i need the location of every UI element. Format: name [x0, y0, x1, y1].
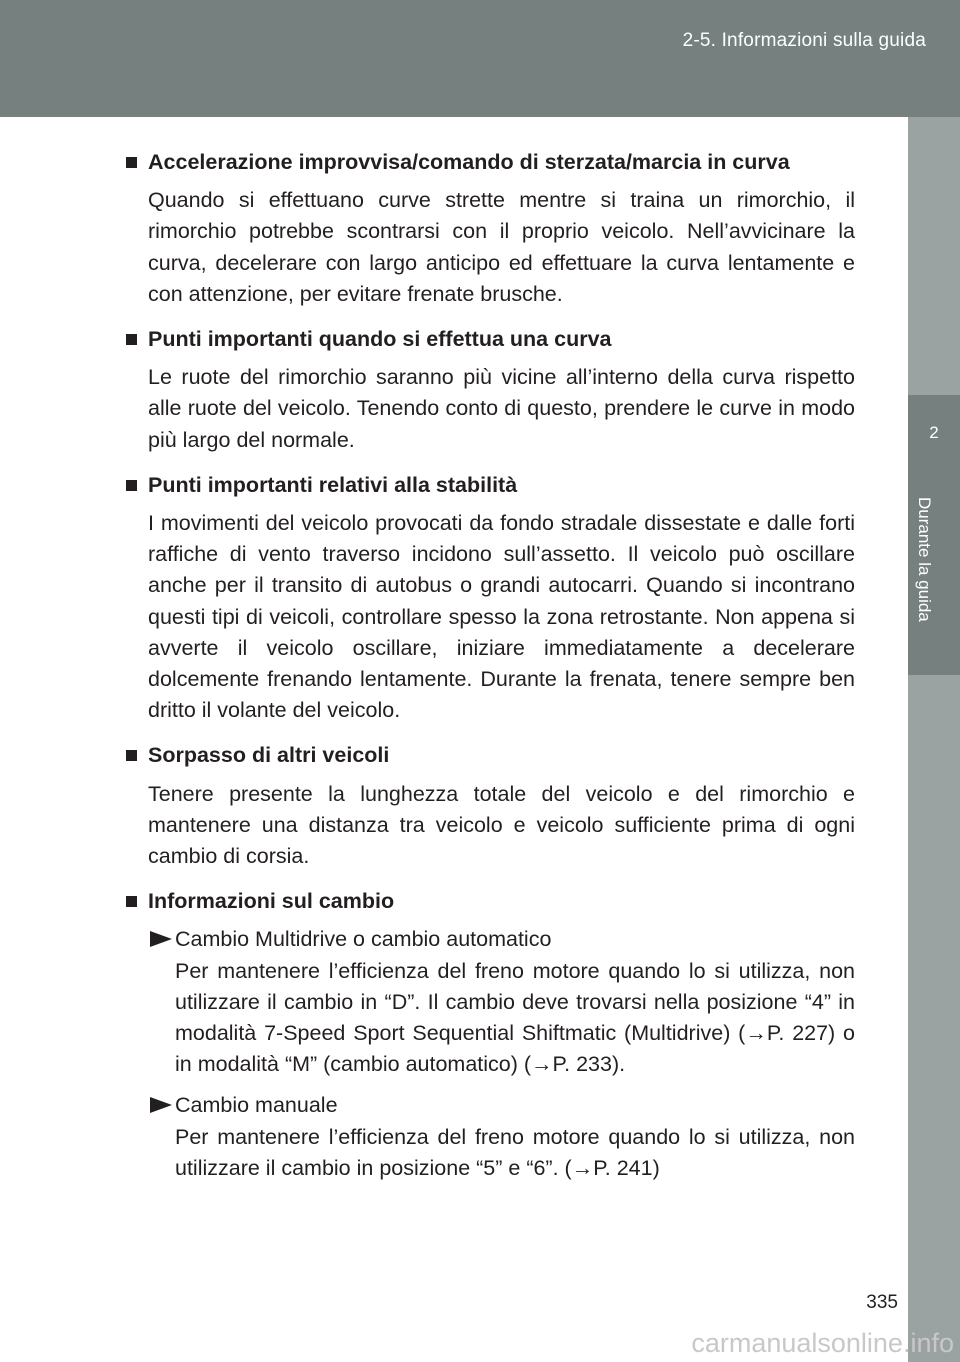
watermark: carmanualsonline.info	[691, 1328, 954, 1358]
section-body: I movimenti del veicolo provocati da fondo stradale dissestate e dalle forti raffiche di vento traverso incidono sull’assetto. Il veicolo può oscillare anche per il transito di autobus o grandi autocarri. Quando si incontrano questi tipi di veicoli, controllare spesso la zona retrostante. Non appena si avverte il veicolo oscillare, iniziare immediatamente a decelerare dolcemente frenando lentamente. Durante la frenata, tenere sempre ben dritto il volante del veicolo.	[148, 511, 855, 723]
section-body: Tenere presente la lunghezza totale del veicolo e del rimorchio e mantenere una distanza tra veicolo e veicolo sufficiente prima di ogni cambio di corsia.	[148, 781, 855, 869]
section-curves	[127, 324, 855, 456]
chapter-title: 2-5. Informazioni sulla guida	[682, 30, 926, 51]
section-heading: Punti importanti quando si effettua una curva	[148, 327, 612, 352]
page-content	[127, 147, 855, 1198]
chapter-label: Durante la guida	[915, 497, 934, 622]
square-bullet-icon	[126, 750, 137, 761]
section-transmission	[127, 886, 855, 1184]
section-body: Le ruote del rimorchio saranno più vicine all’interno della curva rispetto alle ruote del veicolo. Tenendo conto di questo, prendere le curve in modo più largo del normale.	[148, 365, 855, 452]
side-tab-upper	[908, 117, 960, 395]
section-body: Quando si effettuano curve strette mentre si traina un rimorchio, il rimorchio potrebbe scontrarsi con il proprio veicolo. Nell’avvicinare la curva, decelerare con largo anticipo ed effettuare la curva lentamente e con attenzione, per evitare frenate brusche.	[148, 188, 855, 306]
subitem-manual	[148, 1090, 855, 1184]
subitem-body: Per mantenere l’efficienza del freno motore quando lo si utilizza, non utilizzare il cambio in posizione “5” e “6”. (→P. 241)	[175, 1124, 855, 1180]
subitem-title: Cambio manuale	[175, 1093, 338, 1118]
section-stability	[127, 470, 855, 727]
side-tab-chapter	[908, 395, 960, 675]
side-tab-lower	[908, 675, 960, 1362]
square-bullet-icon	[126, 157, 137, 168]
header-bar	[0, 0, 960, 117]
section-heading: Informazioni sul cambio	[148, 889, 395, 914]
subitem-multidrive	[148, 924, 855, 1080]
triangle-bullet-icon	[150, 931, 172, 947]
chapter-number: 2	[929, 423, 939, 442]
section-heading: Accelerazione improvvisa/comando di sterzata/marcia in curva	[148, 150, 790, 174]
section-overtaking	[127, 740, 855, 872]
triangle-bullet-icon	[150, 1097, 172, 1113]
page-number: 335	[866, 1292, 898, 1313]
square-bullet-icon	[126, 480, 137, 491]
section-heading: Sorpasso di altri veicoli	[148, 743, 390, 768]
subitem-body: Per mantenere l’efficienza del freno motore quando lo si utilizza, non utilizzare il cambio in “D”. Il cambio deve trovarsi nella posizione “4” in modalità 7-Speed Sport Sequential Shiftmatic (Multidrive) (→P. 227) o in modalità “M” (cambio automatico) (→P. 233).	[175, 958, 855, 1077]
square-bullet-icon	[126, 334, 137, 345]
section-heading: Punti importanti relativi alla stabilità	[148, 472, 518, 497]
subitem-title: Cambio Multidrive o cambio automatico	[175, 927, 552, 952]
section-acceleration	[127, 147, 855, 310]
square-bullet-icon	[126, 896, 137, 907]
